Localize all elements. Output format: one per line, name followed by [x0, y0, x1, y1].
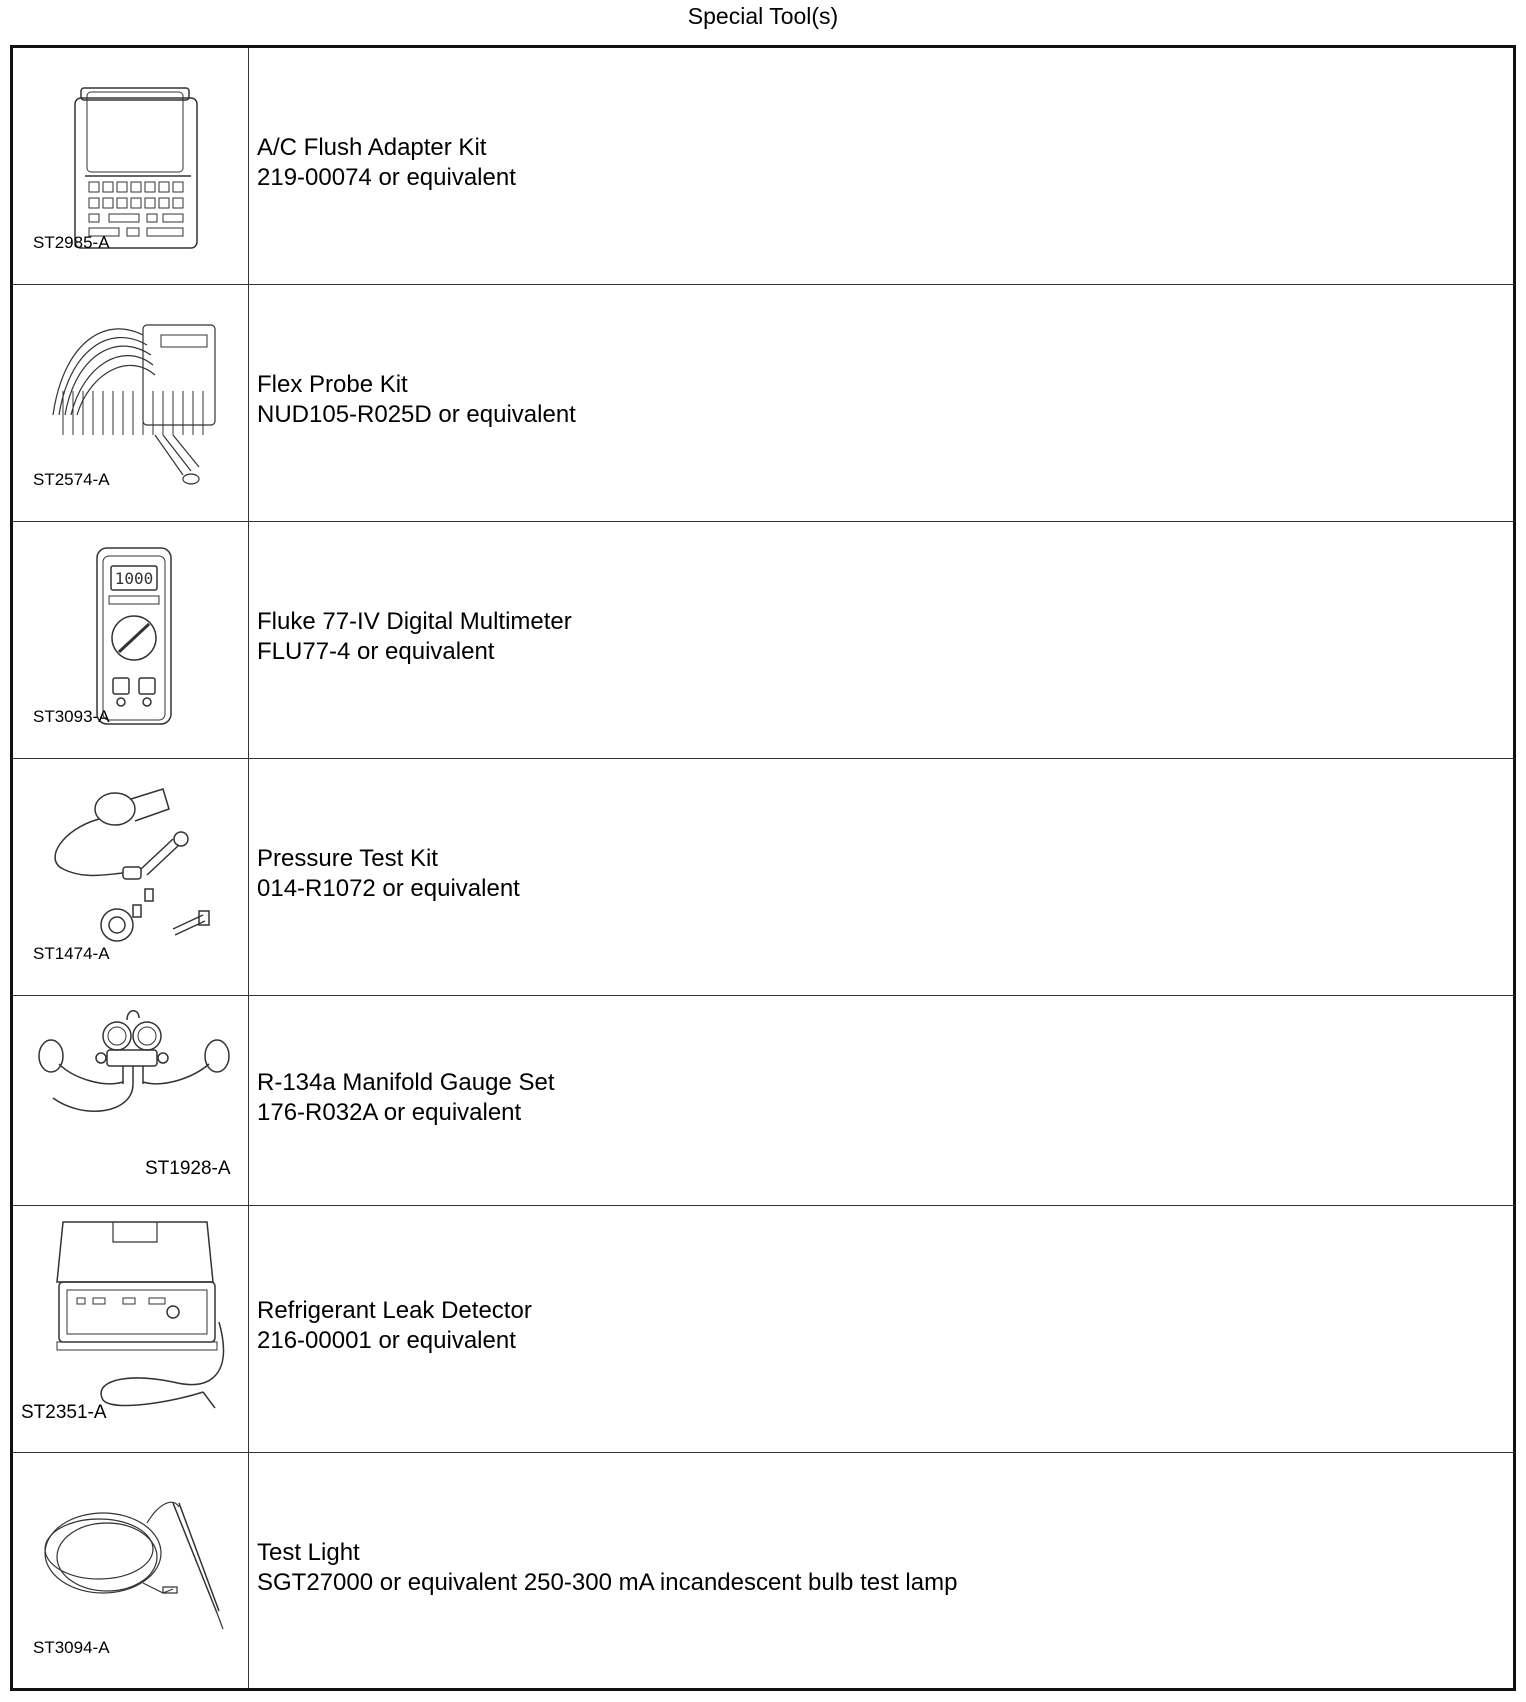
tool-image-cell — [13, 285, 249, 521]
tool-part-number: 176-R032A or equivalent — [257, 1098, 522, 1126]
tool-code: ST1474-A — [33, 944, 110, 963]
table-row — [13, 522, 1513, 759]
tool-code: ST2351-A — [21, 1402, 107, 1423]
leak-detector-icon — [23, 1212, 237, 1412]
tool-image-cell — [13, 759, 249, 995]
tool-part-number: 219-00074 or equivalent — [257, 164, 516, 191]
tool-description-cell — [249, 759, 1513, 995]
table-row — [13, 759, 1513, 996]
tool-part-number: SGT27000 or equivalent 250-300 mA incandescent bulb test lamp — [257, 1568, 958, 1596]
tool-part-number: FLU77-4 or equivalent — [257, 638, 495, 665]
tool-code: ST2985-A — [33, 233, 110, 252]
tool-code: ST3093-A — [33, 707, 110, 726]
tool-name: R-134a Manifold Gauge Set — [257, 1068, 555, 1096]
tool-image-cell — [13, 996, 249, 1205]
tool-description-cell — [249, 996, 1513, 1205]
flex-probe-kit-icon — [23, 295, 237, 495]
table-row — [13, 48, 1513, 285]
tool-name: Flex Probe Kit — [257, 371, 408, 398]
tool-name: Test Light — [257, 1538, 360, 1566]
multimeter-icon — [23, 532, 237, 732]
tool-image-cell — [13, 1206, 249, 1452]
table-row — [13, 285, 1513, 522]
tool-image-cell — [13, 1453, 249, 1688]
tool-code: ST3094-A — [33, 1638, 110, 1657]
tool-part-number: NUD105-R025D or equivalent — [257, 401, 576, 428]
tool-name: A/C Flush Adapter Kit — [257, 134, 487, 161]
tool-description-cell — [249, 285, 1513, 521]
manifold-gauge-set-icon — [23, 1004, 237, 1174]
table-row — [13, 1453, 1513, 1688]
tool-code: ST2574-A — [33, 470, 110, 489]
test-light-icon — [23, 1463, 237, 1663]
tool-description-cell — [249, 522, 1513, 758]
special-tools-table — [10, 45, 1516, 1691]
tool-image-cell — [13, 48, 249, 284]
flush-adapter-kit-case-icon — [23, 58, 237, 258]
tool-part-number: 216-00001 or equivalent — [257, 1327, 516, 1354]
tool-description-cell — [249, 1206, 1513, 1452]
tool-description-cell — [249, 48, 1513, 284]
page-title: Special Tool(s) — [687, 3, 839, 29]
table-row — [13, 996, 1513, 1206]
tool-name: Fluke 77-IV Digital Multimeter — [257, 608, 572, 635]
tool-part-number: 014-R1072 or equivalent — [257, 875, 520, 902]
multimeter-display-reading: 1000 — [114, 569, 154, 588]
pressure-test-kit-icon — [23, 769, 237, 969]
tool-image-cell — [13, 522, 249, 758]
tool-name: Refrigerant Leak Detector — [257, 1297, 532, 1324]
tool-description-cell — [249, 1453, 1513, 1688]
tool-code: ST1928-A — [145, 1158, 231, 1179]
table-row — [13, 1206, 1513, 1453]
tool-name: Pressure Test Kit — [257, 845, 438, 872]
